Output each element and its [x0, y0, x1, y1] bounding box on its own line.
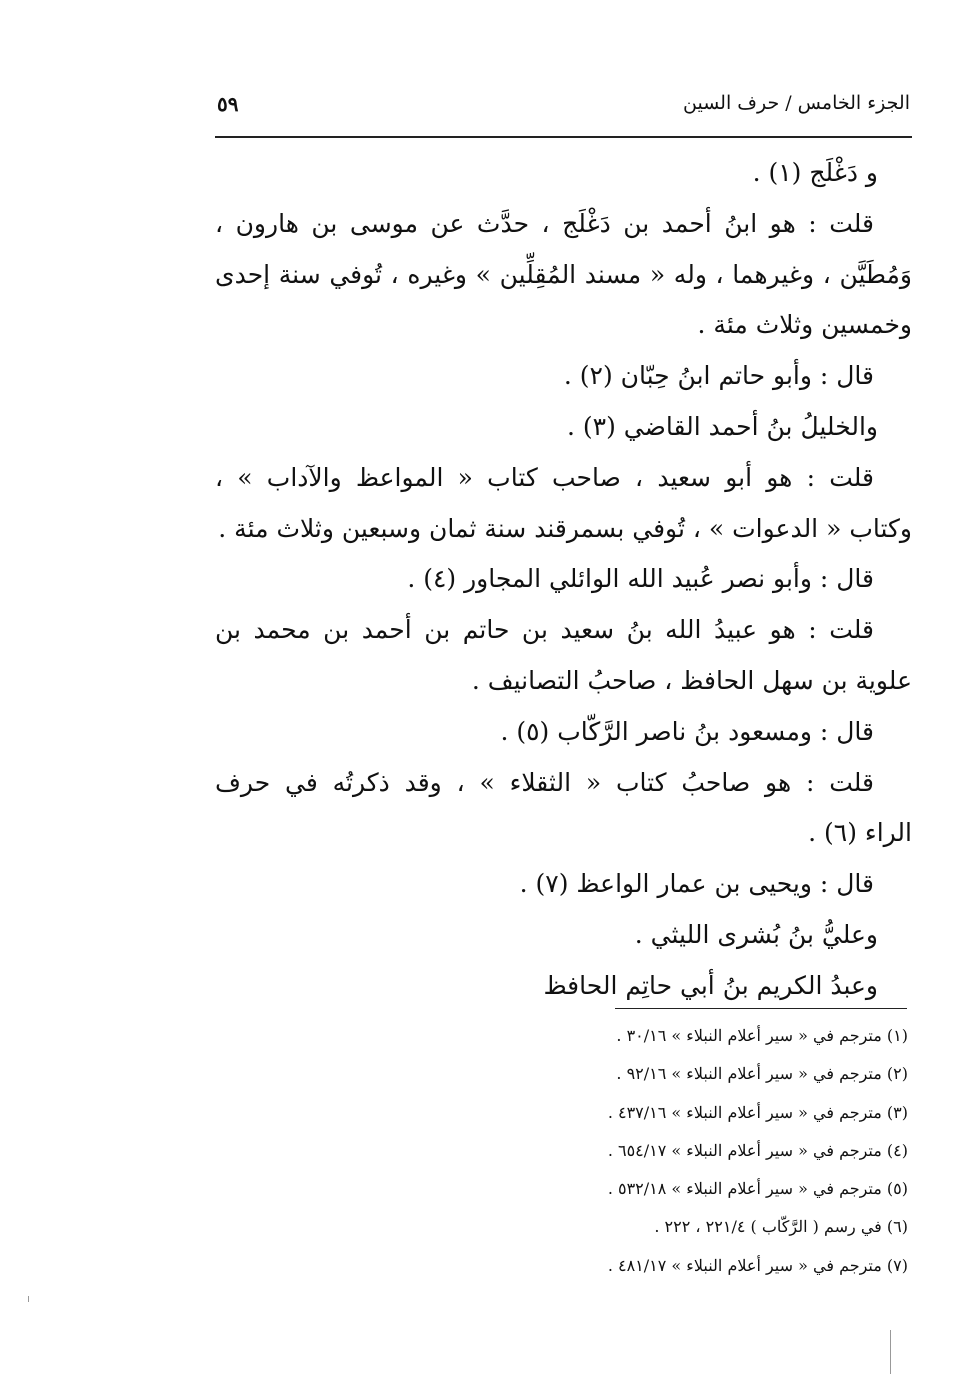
text-line: و دَغْلَج (١) . [752, 158, 878, 187]
footnote: (٤) مترجم في « سير أعلام النبلاء » ٦٥٤/١٧ . [607, 1140, 908, 1160]
footnote: (١) مترجم في « سير أعلام النبلاء » ٣٠/١٦ . [616, 1026, 908, 1045]
scan-mark [28, 1296, 29, 1302]
page-number: ٥٩ [217, 92, 239, 116]
text-line: قال : وأبو حاتم ابنُ حِبّان (٢) . [563, 361, 874, 391]
footnote: (٢) مترجم في « سير أعلام النبلاء » ٩٢/١٦ . [616, 1064, 908, 1084]
text-line: وخمسين وثلاث مئة . [697, 310, 912, 340]
text-line: قلت : هو ابنُ أحمد بن دَغْلَج ، حدَّث عن موسى بن هارون ، [215, 208, 874, 238]
text-line: قال : وأبو نصر عُبيد الله الوائلي المجاور (٤) . [407, 564, 874, 594]
text-line: والخليلُ بنُ أحمد القاضي (٣) . [566, 411, 878, 441]
footnote: (٦) في رسم ( الرَّكّاب ) ٢٢١/٤ ، ٢٢٢ . [654, 1217, 908, 1237]
footnote: (٣) مترجم في « سير أعلام النبلاء » ٤٣٧/١٦ . [607, 1102, 908, 1122]
text-line: علوية بن سهل الحافظ ، صاحبُ التصانيف . [471, 665, 912, 695]
text-line: قال : ومسعود بنُ ناصر الرَّكّاب (٥) . [500, 716, 874, 746]
text-line: الراء (٦) . [808, 818, 912, 848]
text-line: قلت : هو أبو سعيد ، صاحب كتاب « المواعظ والآداب » ، [215, 462, 874, 492]
footnote: (٥) مترجم في « سير أعلام النبلاء » ٥٣٢/١٨ . [607, 1179, 908, 1199]
header-rule [215, 136, 912, 138]
footnote: (٧) مترجم في « سير أعلام النبلاء » ٤٨١/١٧ . [607, 1255, 908, 1275]
text-line: قلت : هو صاحبُ كتاب « الثقلاء » ، وقد ذكرتُه في حرف [215, 767, 874, 797]
footnotes [535, 1017, 908, 1285]
main-text [215, 148, 912, 1012]
text-line: قلت : هو عبيدُ الله بنُ سعيد بن حاتم بن أحمد بن محمد بن [215, 615, 874, 645]
running-title: الجزء الخامس / حرف السين [683, 92, 910, 114]
text-line: وكتاب « الدعوات » ، تُوفي بسمرقند سنة ثمان وسبعين وثلاث مئة . [218, 513, 912, 543]
text-line: قال : ويحيى بن عمار الواعظ (٧) . [519, 869, 874, 899]
text-line: وعبدُ الكريم بنُ أبي حاتِم الحافظ [543, 970, 878, 1000]
text-line: وعليُّ بنُ بُشرى الليثي . [634, 919, 878, 949]
footnote-separator [615, 1008, 907, 1009]
text-line: وَمُطَيَّن ، وغيرهما ، وله « مسند المُقِلِّين » وغيره ، تُوفي سنة إحدى [215, 259, 912, 289]
page-header [215, 88, 910, 132]
scan-mark [890, 1330, 891, 1374]
